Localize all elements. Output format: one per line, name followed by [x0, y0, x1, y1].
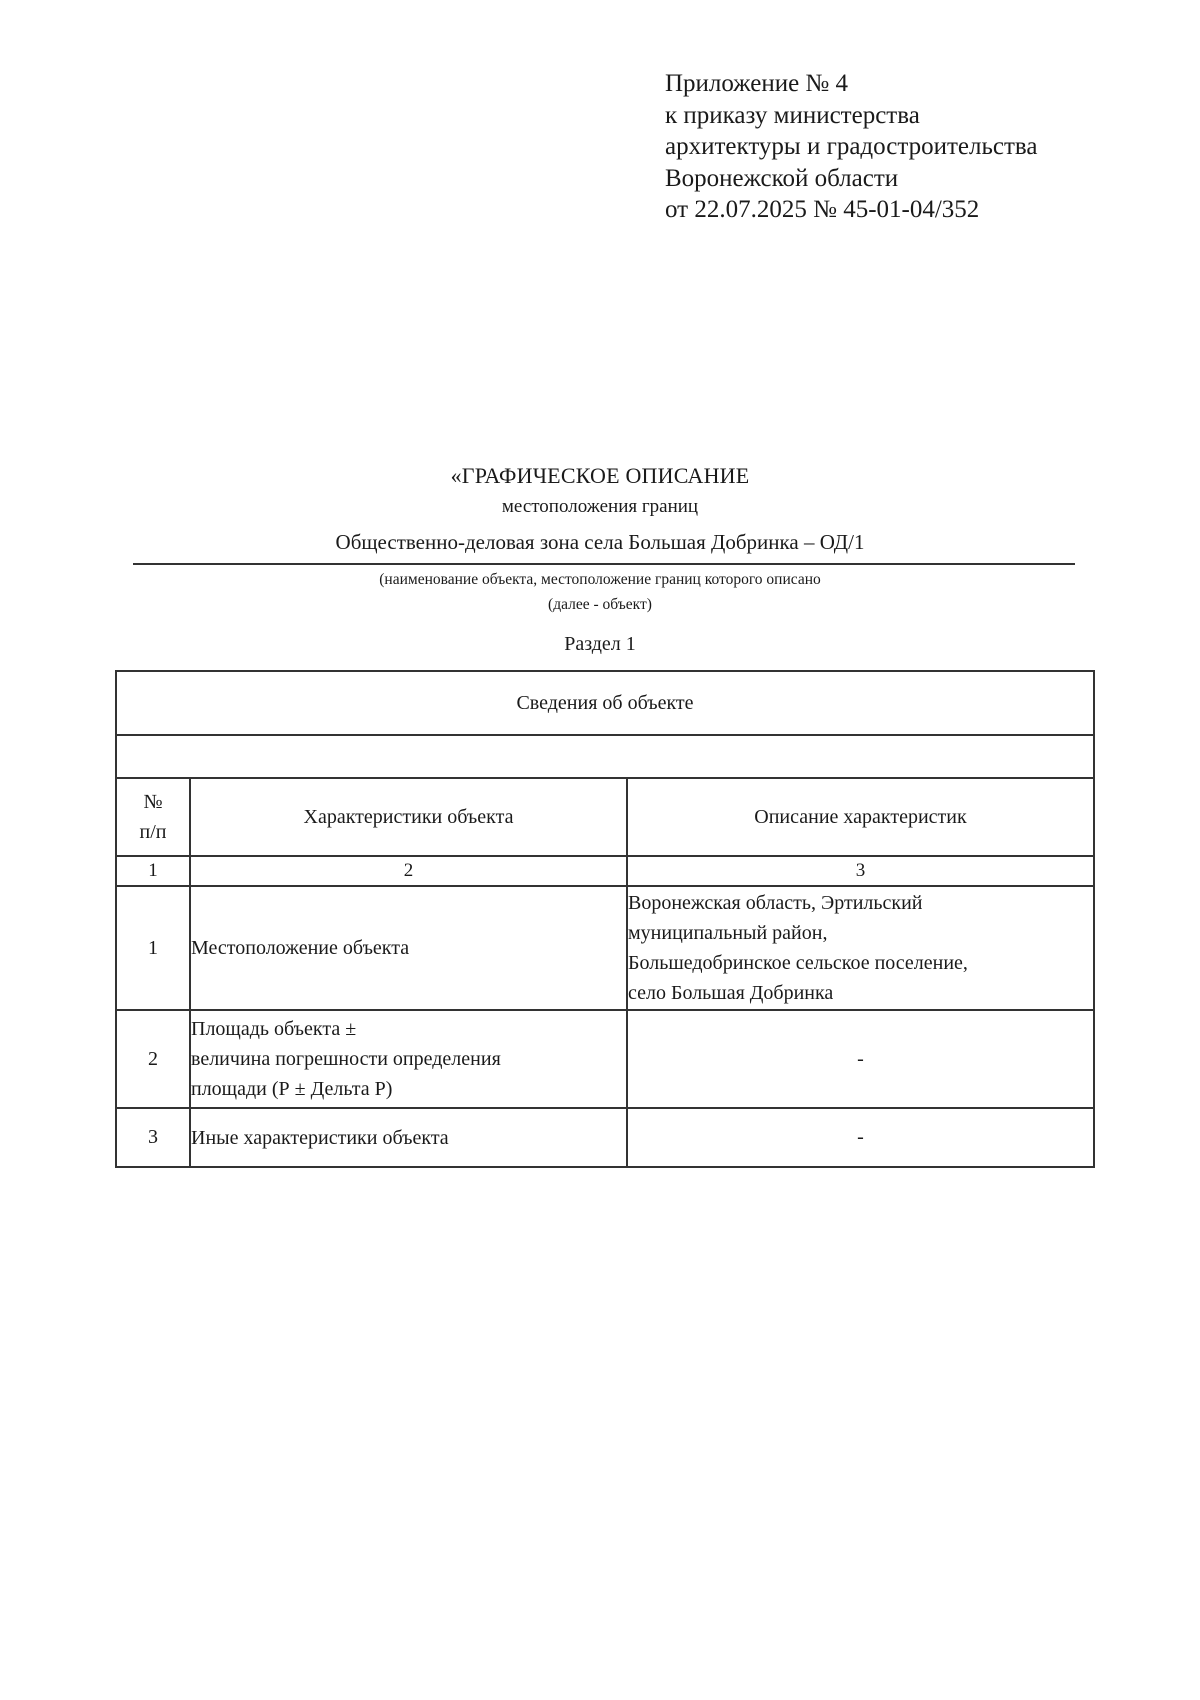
description-line: Большедобринское сельское поселение, [628, 952, 968, 974]
table-row [116, 886, 1094, 1010]
characteristic-line: площади (Р ± Дельта Р) [191, 1078, 393, 1100]
row-description: - [627, 1010, 1094, 1108]
description-line: Воронежская область, Эртильский [628, 892, 923, 914]
row-number: 3 [116, 1108, 190, 1167]
characteristic-line: величина погрешности определения [191, 1048, 501, 1070]
row-description [627, 886, 1094, 1010]
section-title: Раздел 1 [564, 633, 636, 655]
object-name-underline [133, 563, 1075, 565]
appendix-line: Приложение № 4 [665, 70, 849, 97]
table-header-row [116, 778, 1094, 856]
characteristic-line: Местоположение объекта [191, 937, 410, 959]
header-num [116, 778, 190, 856]
column-index: 2 [190, 856, 627, 886]
characteristic-line: Площадь объекта ± [191, 1018, 357, 1040]
row-characteristic [190, 886, 627, 1010]
row-description: - [627, 1108, 1094, 1167]
row-number: 1 [116, 886, 190, 1010]
appendix-line: от 22.07.2025 № 45-01-04/352 [665, 196, 980, 223]
table-title-row [116, 671, 1094, 735]
table-blank-cell [116, 735, 1094, 778]
object-name-caption: (наименование объекта, местоположение границ которого описано [379, 571, 821, 588]
appendix-line: к приказу министерства [665, 101, 920, 129]
header-characteristics: Характеристики объекта [190, 778, 627, 856]
header-num-line: № [143, 791, 163, 813]
document-title: «ГРАФИЧЕСКОЕ ОПИСАНИЕ [450, 463, 750, 488]
header-description: Описание характеристик [627, 778, 1094, 856]
object-name: Общественно-деловая зона села Большая Добринка – ОД/1 [335, 530, 865, 554]
table-title: Сведения об объекте [116, 671, 1094, 735]
appendix-line: архитектуры и градостроительства [665, 133, 1038, 160]
table-blank-row [116, 735, 1094, 778]
description-line: село Большая Добринка [628, 982, 834, 1004]
row-characteristic [190, 1010, 627, 1108]
row-number: 2 [116, 1010, 190, 1108]
appendix-line: Воронежской области [665, 164, 899, 192]
description-line: муниципальный район, [628, 922, 828, 944]
row-characteristic [190, 1108, 627, 1167]
table-index-row [116, 856, 1094, 886]
document-subtitle: местоположения границ [501, 496, 699, 517]
object-name-caption-continued: (далее - объект) [548, 596, 652, 613]
column-index: 3 [627, 856, 1094, 886]
table-row [116, 1010, 1094, 1108]
appendix-block [665, 68, 1165, 226]
header-num-line: п/п [139, 821, 167, 843]
object-info-table [115, 670, 1095, 1168]
column-index: 1 [116, 856, 190, 886]
table-row [116, 1108, 1094, 1167]
characteristic-line: Иные характеристики объекта [191, 1126, 449, 1149]
